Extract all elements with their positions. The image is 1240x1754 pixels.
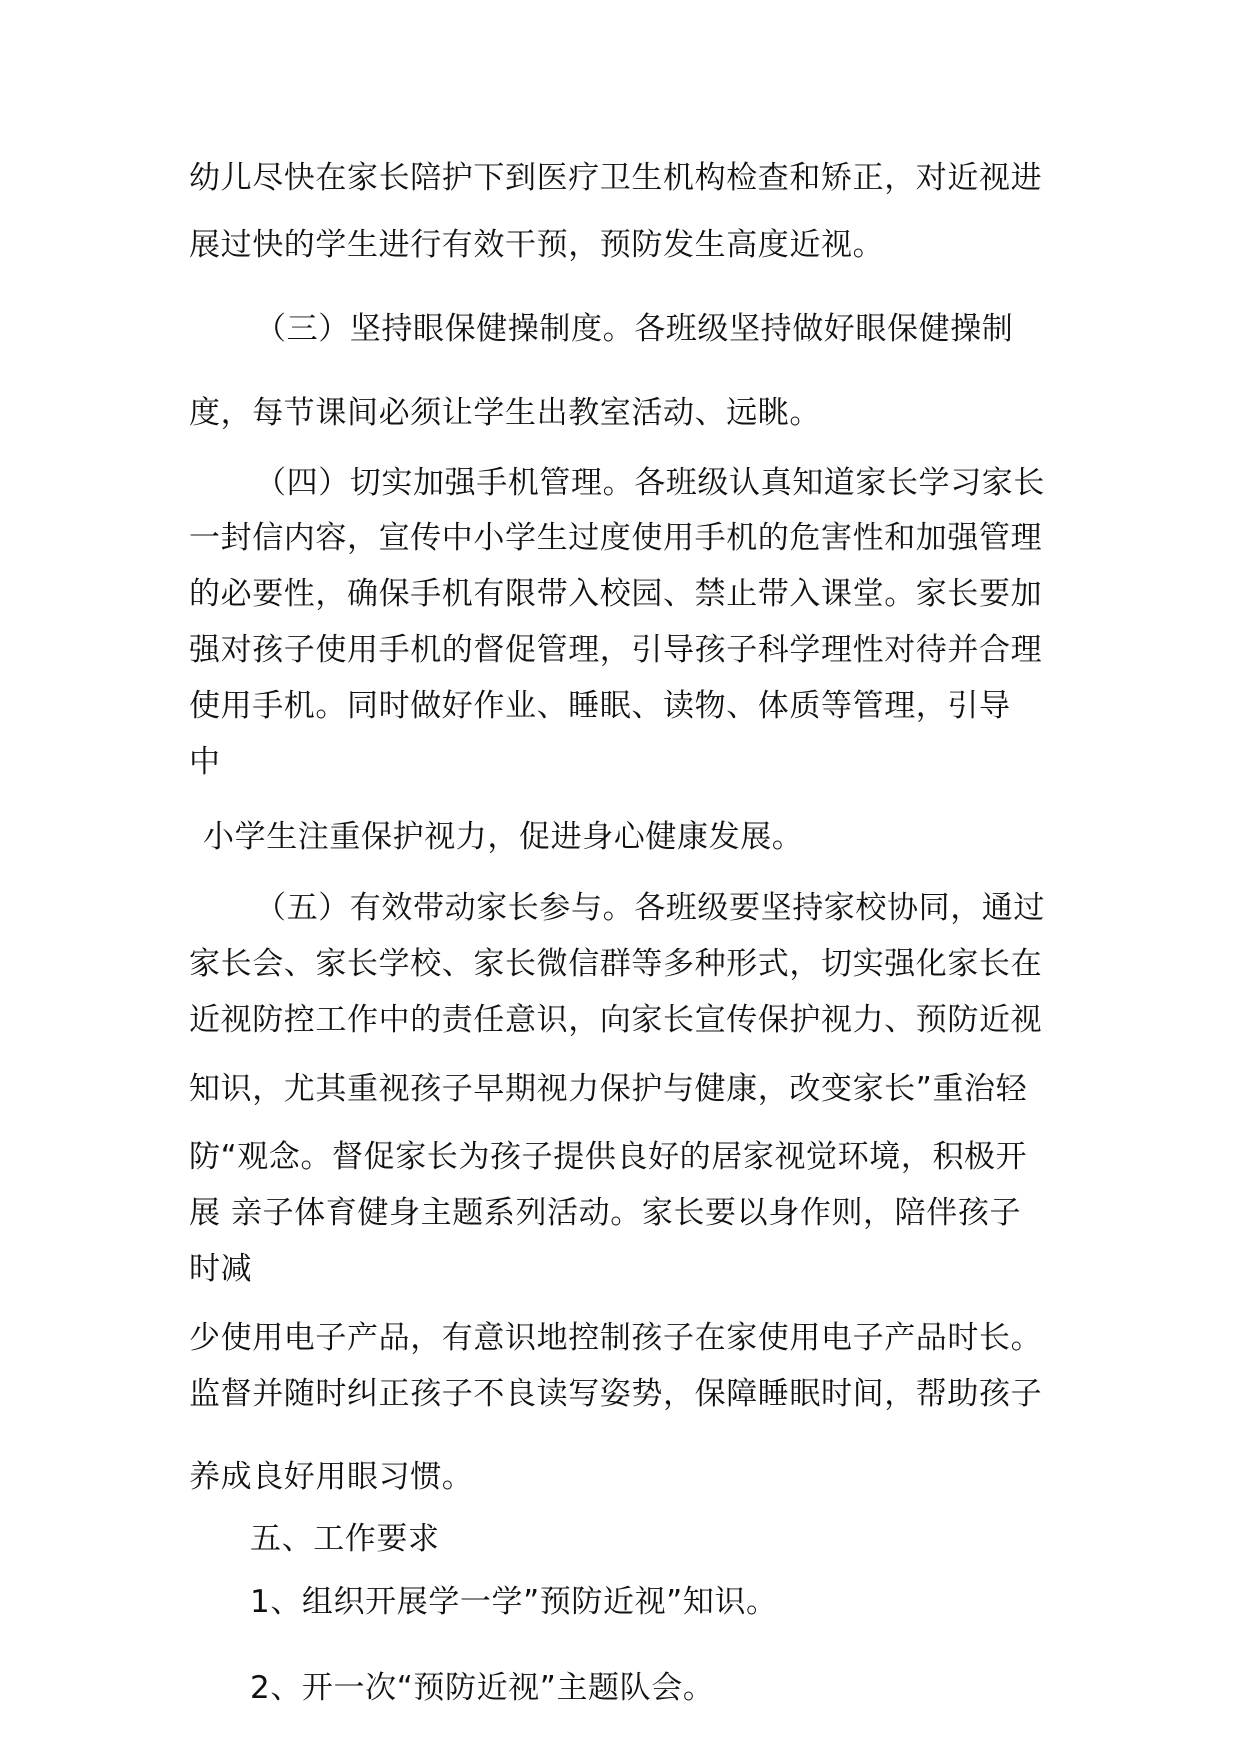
text-line: 强对孩子使用手机的督促管理，引导孩子科学理性对待并合理 <box>189 632 1043 668</box>
text-line: 展过快的学生进行有效干预，预防发生高度近视。 <box>189 227 885 263</box>
text-line: 一封信内容，宣传中小学生过度使用手机的危害性和加强管理 <box>189 520 1043 556</box>
text-line: 小学生注重保护视力，促进身心健康发展。 <box>203 819 804 855</box>
text-line: 少使用电子产品，有意识地控制孩子在家使用电子产品时长。 <box>189 1320 1043 1356</box>
text-line: 家长会、家长学校、家长微信群等多种形式，切实强化家长在 <box>189 946 1043 982</box>
text-line: 时减 <box>189 1251 253 1287</box>
text-line: 展 亲子体育健身主题系列活动。家长要以身作则，陪伴孩子 <box>189 1195 1022 1231</box>
text-line: （五）有效带动家长参与。各班级要坚持家校协同，通过 <box>255 890 1045 926</box>
text-line: 知识，尤其重视孩子早期视力保护与健康，改变家长”重治轻 <box>189 1071 1028 1107</box>
section-heading: 五、工作要求 <box>250 1521 440 1557</box>
text-line: 近视防控工作中的责任意识，向家长宣传保护视力、预防近视 <box>189 1002 1043 1038</box>
text-line: （四）切实加强手机管理。各班级认真知道家长学习家长 <box>255 465 1045 501</box>
text-line: 度，每节课间必须让学生出教室活动、远眺。 <box>189 395 821 431</box>
text-line: 幼儿尽快在家长陪护下到医疗卫生机构检查和矫正，对近视进 <box>189 160 1043 196</box>
text-line: 中 <box>189 744 221 780</box>
text-line: 监督并随时纠正孩子不良读写姿势，保障睡眠时间，帮助孩子 <box>189 1376 1043 1412</box>
text-line: 养成良好用眼习惯。 <box>189 1459 474 1495</box>
text-line: （三）坚持眼保健操制度。各班级坚持做好眼保健操制 <box>255 311 1014 347</box>
text-line: 1、组织开展学一学”预防近视”知识。 <box>250 1584 778 1620</box>
text-line: 的必要性，确保手机有限带入校园、禁止带入课堂。家长要加 <box>189 576 1043 612</box>
text-line: 使用手机。同时做好作业、睡眠、读物、体质等管理，引导 <box>189 688 1011 724</box>
text-line: 2、开一次“预防近视”主题队会。 <box>250 1670 715 1706</box>
text-line: 防“观念。督促家长为孩子提供良好的居家视觉环境，积极开 <box>189 1139 1028 1175</box>
